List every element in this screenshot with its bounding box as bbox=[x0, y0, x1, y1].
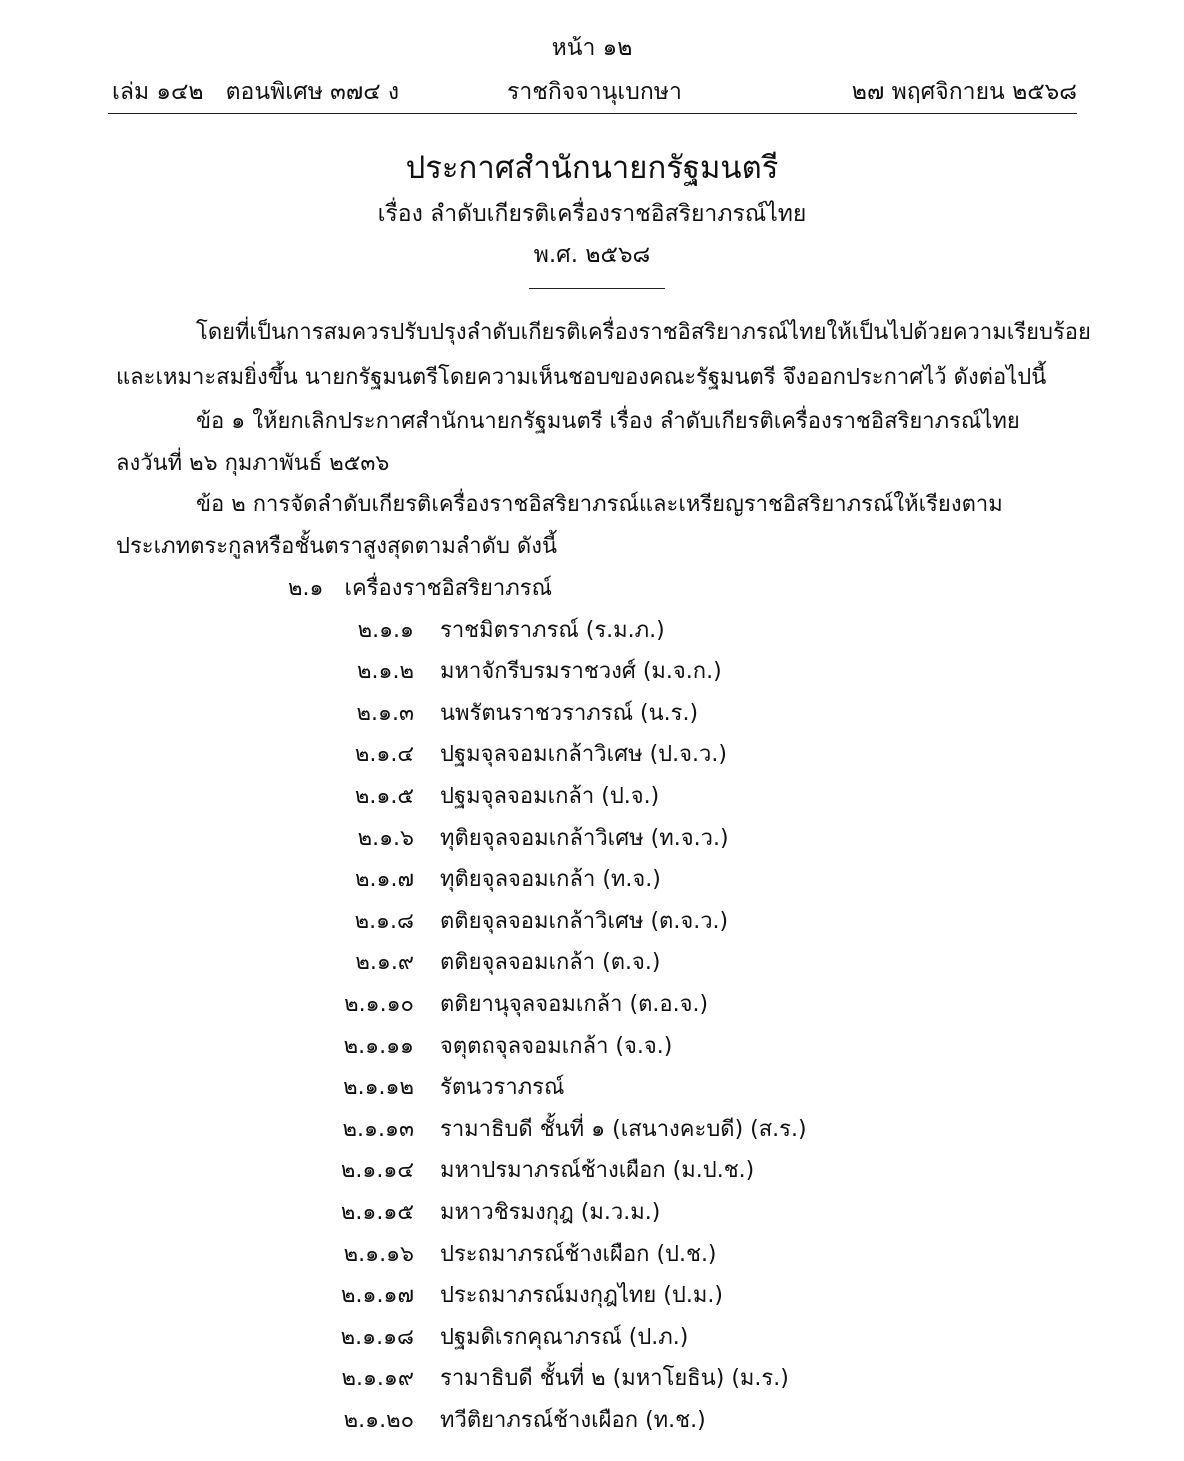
item-label: รามาธิบดี ชั้นที่ ๑ (เสนางคะบดี) (ส.ร.) bbox=[440, 1117, 807, 1142]
item-number: ๒.๑.๑๙ bbox=[341, 1366, 414, 1391]
item-number: ๒.๑.๔ bbox=[354, 742, 414, 767]
item-number: ๒.๑.๕ bbox=[354, 784, 414, 809]
list-item bbox=[0, 736, 1184, 768]
item-label: ตติยานุจุลจอมเกล้า (ต.อ.จ.) bbox=[440, 992, 709, 1017]
list-item bbox=[0, 1236, 1184, 1268]
page-number: หน้า ๑๒ bbox=[551, 35, 633, 61]
item-number: ๒.๑.๑ bbox=[357, 618, 414, 643]
item-number: ๒.๑.๒๐ bbox=[343, 1408, 414, 1433]
item-label: นพรัตนราชวราภรณ์ (น.ร.) bbox=[440, 701, 699, 726]
item-number: ๒.๑.๑๑ bbox=[343, 1034, 414, 1059]
list-item bbox=[0, 1194, 1184, 1226]
item-number: ๒.๑.๑๘ bbox=[340, 1325, 414, 1350]
list-item bbox=[0, 1360, 1184, 1392]
section-heading bbox=[288, 570, 552, 605]
list-item bbox=[0, 1402, 1184, 1434]
item-label: ตติยจุลจอมเกล้า (ต.จ.) bbox=[440, 950, 661, 975]
item-label: รัตนวราภรณ์ bbox=[440, 1075, 565, 1100]
list-item bbox=[0, 1028, 1184, 1060]
list-item bbox=[0, 820, 1184, 852]
preamble-line-1: โดยที่เป็นการสมควรปรับปรุงลำดับเกียรติเครื่องราชอิสริยาภรณ์ไทยให้เป็นไปด้วยความเรียบร้อย bbox=[196, 320, 1091, 345]
item-label: ทุติยจุลจอมเกล้าวิเศษ (ท.จ.ว.) bbox=[440, 826, 729, 851]
item-number: ๒.๑.๙ bbox=[355, 950, 414, 975]
document-year: พ.ศ. ๒๕๖๘ bbox=[533, 242, 651, 268]
item-label: ปฐมจุลจอมเกล้า (ป.จ.) bbox=[440, 784, 660, 809]
list-item bbox=[0, 903, 1184, 935]
item-label: ทุติยจุลจอมเกล้า (ท.จ.) bbox=[440, 867, 661, 892]
item-number: ๒.๑.๑๕ bbox=[340, 1200, 414, 1225]
item-label: ประถมาภรณ์ช้างเผือก (ป.ช.) bbox=[440, 1242, 717, 1267]
item-label: มหาปรมาภรณ์ช้างเผือก (ม.ป.ช.) bbox=[440, 1158, 755, 1183]
document-title: ประกาศสำนักนายกรัฐมนตรี bbox=[405, 150, 779, 186]
publication-date: ๒๗ พฤศจิกายน ๒๕๖๘ bbox=[851, 79, 1077, 105]
clause-2-line-2: ประเภทตระกูลหรือชั้นตราสูงสุดตามลำดับ ดังนี้ bbox=[116, 534, 557, 559]
item-number: ๒.๑.๑๒ bbox=[343, 1075, 414, 1100]
item-number: ๒.๑.๑๐ bbox=[344, 992, 414, 1017]
item-label: ประถมาภรณ์มงกุฎไทย (ป.ม.) bbox=[440, 1283, 723, 1308]
list-item bbox=[0, 986, 1184, 1018]
list-item bbox=[0, 695, 1184, 727]
item-label: ปฐมจุลจอมเกล้าวิเศษ (ป.จ.ว.) bbox=[440, 742, 727, 767]
list-item bbox=[0, 944, 1184, 976]
item-label: จตุตถจุลจอมเกล้า (จ.จ.) bbox=[440, 1034, 673, 1059]
list-item bbox=[0, 861, 1184, 893]
list-item bbox=[0, 1152, 1184, 1184]
list-item bbox=[0, 1069, 1184, 1101]
item-label: ทวีติยาภรณ์ช้างเผือก (ท.ช.) bbox=[440, 1408, 706, 1433]
item-label: รามาธิบดี ชั้นที่ ๒ (มหาโยธิน) (ม.ร.) bbox=[440, 1366, 789, 1391]
volume-issue bbox=[112, 74, 399, 110]
preamble-line-2: และเหมาะสมยิ่งขึ้น นายกรัฐมนตรีโดยความเห็นชอบของคณะรัฐมนตรี จึงออกประกาศไว้ ดังต่อไปนี้ bbox=[116, 365, 1047, 390]
list-item bbox=[0, 653, 1184, 685]
item-number: ๒.๑.๑๗ bbox=[341, 1283, 414, 1308]
item-label: ราชมิตราภรณ์ (ร.ม.ภ.) bbox=[440, 618, 665, 643]
item-number: ๒.๑.๑๓ bbox=[342, 1117, 414, 1142]
gazette-header bbox=[112, 74, 1077, 114]
item-number: ๒.๑.๑๖ bbox=[343, 1242, 414, 1267]
list-item bbox=[0, 612, 1184, 644]
issue: ตอนพิเศษ ๓๗๔ ง bbox=[225, 79, 400, 105]
item-number: ๒.๑.๒ bbox=[357, 659, 414, 684]
volume: เล่ม ๑๔๒ bbox=[112, 79, 204, 105]
item-number: ๒.๑.๗ bbox=[355, 867, 414, 892]
section-number: ๒.๑ bbox=[288, 576, 324, 601]
document-subject: เรื่อง ลำดับเกียรติเครื่องราชอิสริยาภรณ์ไทย bbox=[377, 201, 807, 227]
item-number: ๒.๑.๑๔ bbox=[340, 1158, 414, 1183]
gazette-name: ราชกิจจานุเบกษา bbox=[507, 79, 682, 105]
item-label: ปฐมดิเรกคุณาภรณ์ (ป.ภ.) bbox=[440, 1325, 689, 1350]
item-label: มหาวชิรมงกุฎ (ม.ว.ม.) bbox=[440, 1200, 661, 1225]
item-number: ๒.๑.๓ bbox=[356, 701, 414, 726]
list-item bbox=[0, 1111, 1184, 1143]
list-item bbox=[0, 1277, 1184, 1309]
header-divider bbox=[108, 113, 1077, 114]
list-item bbox=[0, 1319, 1184, 1351]
clause-2-line-1: ข้อ ๒ การจัดลำดับเกียรติเครื่องราชอิสริยาภรณ์และเหรียญราชอิสริยาภรณ์ให้เรียงตาม bbox=[196, 492, 1003, 517]
item-number: ๒.๑.๖ bbox=[357, 826, 414, 851]
section-label: เครื่องราชอิสริยาภรณ์ bbox=[344, 576, 552, 601]
clause-1-line-2: ลงวันที่ ๒๖ กุมภาพันธ์ ๒๕๓๖ bbox=[116, 451, 390, 476]
clause-1-line-1: ข้อ ๑ ให้ยกเลิกประกาศสำนักนายกรัฐมนตรี เรื่อง ลำดับเกียรติเครื่องราชอิสริยาภรณ์ไทย bbox=[196, 409, 1020, 434]
item-label: มหาจักรีบรมราชวงศ์ (ม.จ.ก.) bbox=[440, 659, 722, 684]
item-number: ๒.๑.๘ bbox=[354, 909, 414, 934]
title-divider bbox=[529, 288, 665, 289]
list-item bbox=[0, 778, 1184, 810]
item-label: ตติยจุลจอมเกล้าวิเศษ (ต.จ.ว.) bbox=[440, 909, 729, 934]
